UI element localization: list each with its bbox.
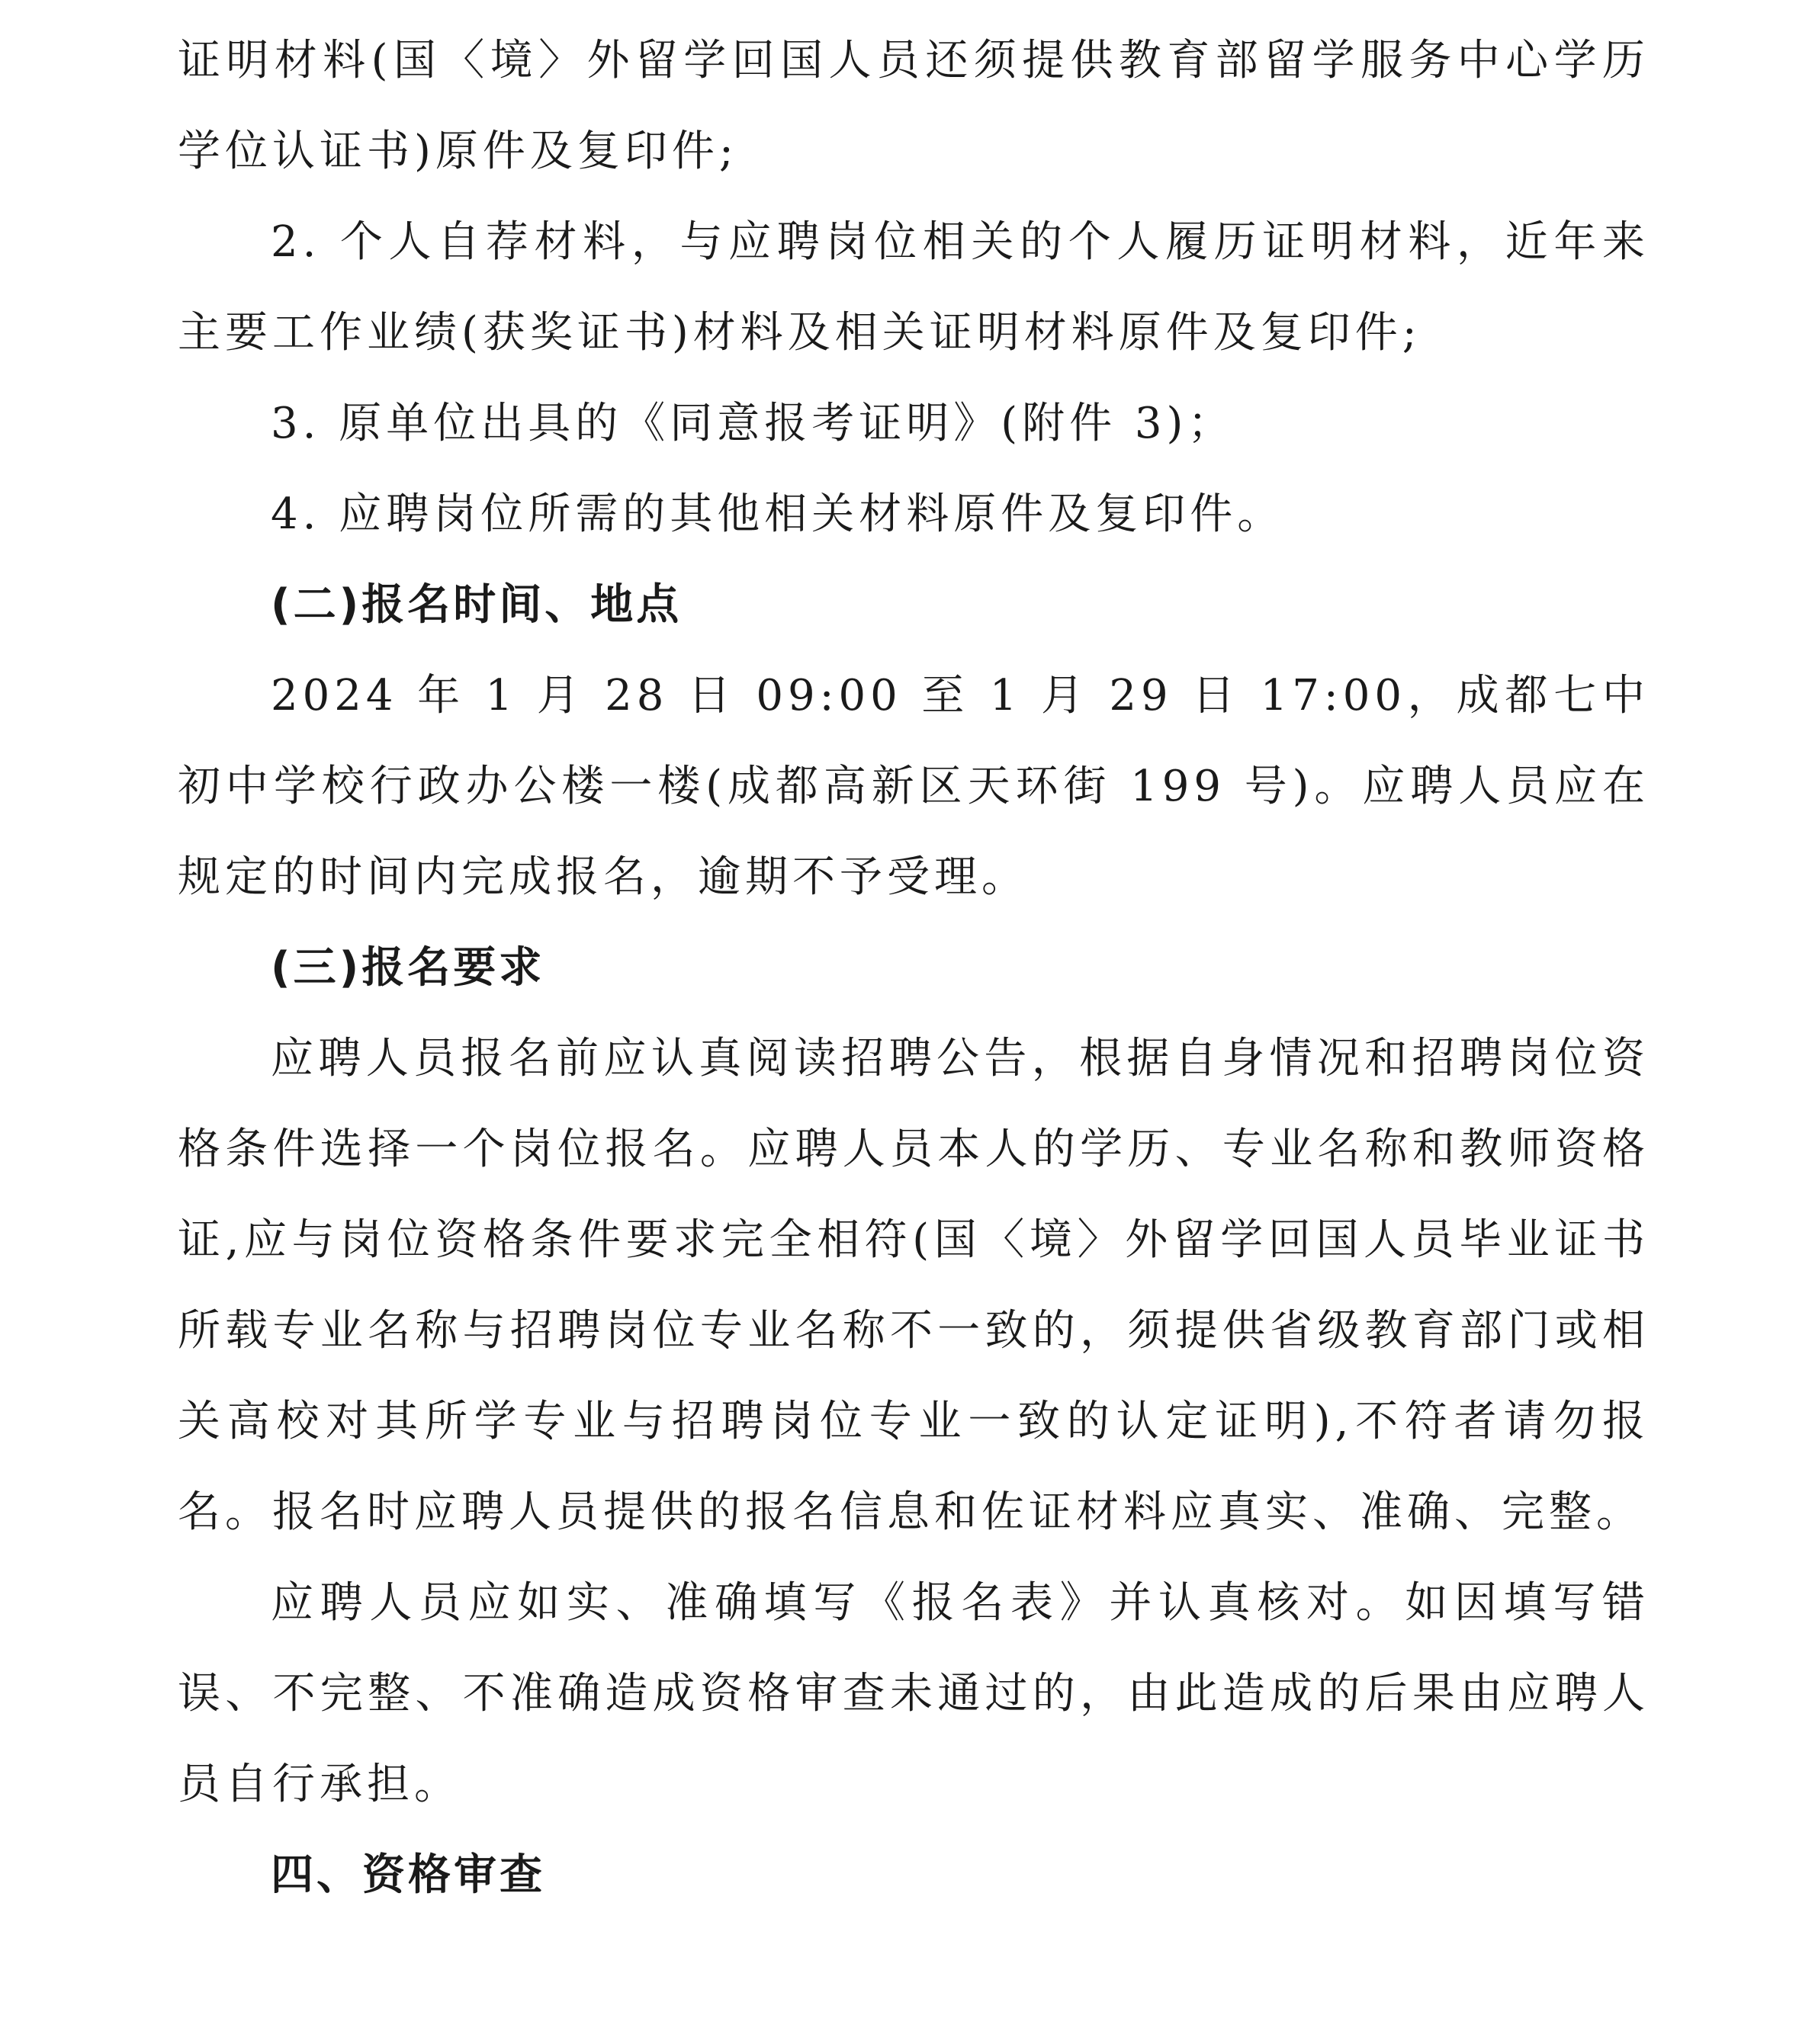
section-heading-registration-time-place: (二)报名时间、地点	[271, 580, 683, 630]
list-item-4: 4. 应聘岗位所需的其他相关材料原件及复印件。	[271, 489, 1285, 539]
paragraph-continuation: 证明材料(国〈境〉外留学回国人员还须提供教育部留学服务中心学历学位认证书)原件及复印件;	[178, 36, 1650, 176]
section-heading-registration-requirements: (三)报名要求	[271, 943, 545, 993]
paragraph-registration-time-place: 2024 年 1 月 28 日 09:00 至 1 月 29 日 17:00，成都七中初中学校行政办公楼一楼(成都高新区天环街 199 号)。应聘人员应在规定的时间内完成报名，逾期不予受理。	[178, 671, 1650, 902]
section-heading-qualification-review: 四、资格审查	[271, 1850, 545, 1900]
document-page	[178, 15, 1650, 1920]
list-item-2: 2. 个人自荐材料，与应聘岗位相关的个人履历证明材料，近年来主要工作业绩(获奖证书)材料及相关证明材料原件及复印件;	[178, 217, 1650, 358]
paragraph-registration-requirements: 应聘人员报名前应认真阅读招聘公告，根据自身情况和招聘岗位资格条件选择一个岗位报名。应聘人员本人的学历、专业名称和教师资格证,应与岗位资格条件要求完全相符(国〈境〉外留学回国人员毕业证书所载专业名称与招聘岗位专业名称不一致的，须提供省级教育部门或相关高校对其所学专业与招聘岗位专业一致的认定证明),不符者请勿报名。报名时应聘人员提供的报名信息和佐证材料应真实、准确、完整。	[178, 1034, 1650, 1537]
paragraph-form-accuracy: 应聘人员应如实、准确填写《报名表》并认真核对。如因填写错误、不完整、不准确造成资格审查未通过的，由此造成的后果由应聘人员自行承担。	[178, 1578, 1650, 1809]
list-item-3: 3. 原单位出具的《同意报考证明》(附件 3)；	[271, 399, 1235, 448]
